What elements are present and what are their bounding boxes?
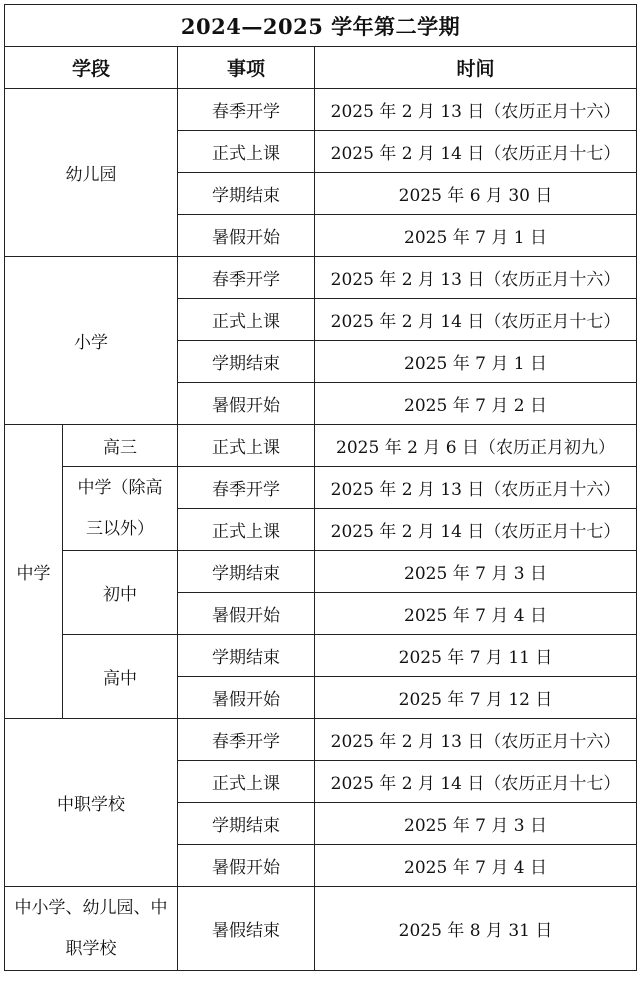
item-cell: 正式上课 [178,509,315,551]
stage-all-schools: 中小学、幼儿园、中职学校 [5,887,178,971]
table-row [5,551,637,593]
time-cell: 2025 年 8 月 31 日 [315,887,637,971]
time-cell: 2025 年 2 月 13 日（农历正月十六） [315,719,637,761]
time-cell: 2025 年 2 月 13 日（农历正月十六） [315,467,637,509]
time-cell: 2025 年 2 月 14 日（农历正月十七） [315,509,637,551]
item-cell: 学期结束 [178,341,315,383]
header-item: 事项 [178,47,315,89]
item-cell: 正式上课 [178,131,315,173]
item-cell: 春季开学 [178,467,315,509]
time-cell: 2025 年 2 月 14 日（农历正月十七） [315,299,637,341]
item-cell: 正式上课 [178,299,315,341]
table-row [5,425,637,467]
table-row [5,887,637,971]
time-cell: 2025 年 7 月 3 日 [315,551,637,593]
time-cell: 2025 年 7 月 12 日 [315,677,637,719]
header-row [5,47,637,89]
item-cell: 暑假结束 [178,887,315,971]
item-cell: 春季开学 [178,89,315,131]
item-cell: 春季开学 [178,719,315,761]
item-cell: 学期结束 [178,173,315,215]
item-cell: 暑假开始 [178,383,315,425]
time-cell: 2025 年 7 月 3 日 [315,803,637,845]
time-cell: 2025 年 7 月 1 日 [315,215,637,257]
time-cell: 2025 年 7 月 4 日 [315,593,637,635]
item-cell: 暑假开始 [178,215,315,257]
item-cell: 学期结束 [178,635,315,677]
table-row [5,635,637,677]
substage-senior3: 高三 [63,425,178,467]
time-cell: 2025 年 7 月 11 日 [315,635,637,677]
substage-junior: 初中 [63,551,178,635]
time-cell: 2025 年 2 月 13 日（农历正月十六） [315,257,637,299]
item-cell: 正式上课 [178,425,315,467]
substage-senior: 高中 [63,635,178,719]
item-cell: 学期结束 [178,803,315,845]
item-cell: 暑假开始 [178,677,315,719]
stage-vocational: 中职学校 [5,719,178,887]
time-cell: 2025 年 6 月 30 日 [315,173,637,215]
item-cell: 暑假开始 [178,593,315,635]
time-cell: 2025 年 7 月 2 日 [315,383,637,425]
time-cell: 2025 年 2 月 6 日（农历正月初九） [315,425,637,467]
item-cell: 春季开学 [178,257,315,299]
school-calendar-table [4,4,637,971]
stage-secondary: 中学 [5,425,63,719]
header-time: 时间 [315,47,637,89]
stage-primary: 小学 [5,257,178,425]
item-cell: 暑假开始 [178,845,315,887]
time-cell: 2025 年 2 月 14 日（农历正月十七） [315,131,637,173]
time-cell: 2025 年 2 月 14 日（农历正月十七） [315,761,637,803]
table-row [5,719,637,761]
table-row [5,467,637,509]
table-row [5,257,637,299]
item-cell: 正式上课 [178,761,315,803]
stage-kindergarten: 幼儿园 [5,89,178,257]
table-row [5,89,637,131]
time-cell: 2025 年 2 月 13 日（农历正月十六） [315,89,637,131]
table-title: 2024—2025 学年第二学期 [5,5,637,47]
item-cell: 学期结束 [178,551,315,593]
header-stage: 学段 [5,47,178,89]
substage-except-senior3: 中学（除高三以外） [63,467,178,551]
time-cell: 2025 年 7 月 4 日 [315,845,637,887]
title-row [5,5,637,47]
time-cell: 2025 年 7 月 1 日 [315,341,637,383]
